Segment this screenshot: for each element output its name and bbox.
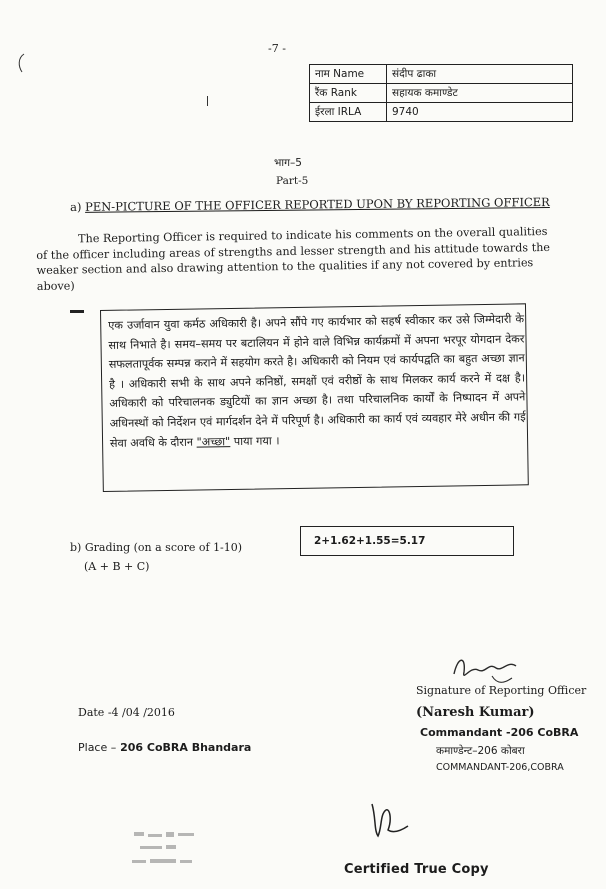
rank-label: रैंक Rank: [310, 84, 387, 103]
signature-caption: Signature of Reporting Officer: [416, 684, 587, 697]
irla-label: ईरला IRLA: [310, 103, 387, 122]
pen-picture-text: [108, 309, 526, 453]
section-a-marker: a): [70, 199, 82, 214]
part-heading-hindi: भाग–5: [274, 157, 302, 169]
name-label: नाम Name: [310, 65, 387, 84]
identity-row-irla: [310, 103, 573, 122]
grading-label-text: Grading (on a score of 1-10): [84, 541, 243, 554]
dash-mark: [70, 310, 84, 313]
signatory-designation-caps: COMMANDANT-206,COBRA: [436, 762, 564, 773]
section-a-instruction: The Reporting Officer is required to indicate his comments on the overall qualities of the officer including areas of strengths and lesser strength and his attitude towards the weaker section and also drawing attention to the qualities if any not covered by entries above): [36, 224, 551, 293]
rank-value: सहायक कमाण्डेट: [387, 84, 573, 103]
irla-value: 9740: [387, 103, 573, 122]
place-value: 206 CoBRA Bhandara: [120, 741, 252, 754]
faded-stamp: [130, 826, 230, 876]
date-value: -4 /04 /2016: [107, 706, 175, 719]
grading-label: [70, 540, 242, 555]
grading-score: 2+1.62+1.55=5.17: [314, 535, 426, 547]
pen-picture-rating: "अच्छा": [196, 434, 231, 449]
section-a-heading: [70, 195, 550, 214]
place-line: [78, 741, 251, 754]
signatory-name: (Naresh Kumar): [416, 705, 535, 720]
place-label: Place –: [78, 741, 117, 754]
pen-picture-end: पाया गया ।: [233, 433, 280, 448]
section-b-marker: b): [70, 541, 82, 554]
page-number: -7 -: [268, 42, 286, 55]
margin-tick: [207, 96, 208, 106]
name-value: संदीप ढाका: [387, 65, 573, 84]
identity-row-rank: [310, 84, 573, 103]
date-line: [78, 706, 175, 719]
identity-table: [309, 64, 573, 122]
date-label: Date: [78, 706, 105, 719]
grading-score-box: [300, 526, 514, 556]
pen-picture-main: एक उर्जावान युवा कर्मठ अधिकारी है। अपने सौंपे गए कार्यभार को सहर्ष स्वीकार कर उसे जिम्मेदारी के साथ निभाते है। समय–समय पर बटालियन में होने वाले विभिन्न कार्यक्रमों में अपना भरपूर योगदान देकर सफलतापूर्वक सम्पन्न कराने में सहयोग करते है। अधिकारी को नियम एवं कार्यपद्वति का बहुत अच्छा ज्ञान है । अधिकारी सभी के साथ अपने कनिष्ठों, समक्षों एवं वरीष्ठों के साथ मिलकर कार्य करने में दक्ष है। अधिकारी को परिचालनक ड्युटियों का ज्ञान अच्छा है। तथा परिचालनिक कार्यों के निष्पादन में अपने अधिनस्थों को निर्देशन एवं मार्गदर्शन देने में परिपूर्ण है। अधिकारी का कार्य एवं व्यवहार मेरे अधीन की गई सेवा अवधि के दौरान: [108, 312, 526, 450]
signatory-designation-hindi: कमाण्डेन्ट–206 कोबरा: [436, 745, 525, 757]
certified-true-copy: Certified True Copy: [344, 862, 489, 877]
margin-mark-top: [16, 52, 28, 74]
signatory-designation: Commandant -206 CoBRA: [420, 726, 579, 739]
part-heading-english: Part-5: [276, 175, 309, 187]
identity-row-name: [310, 65, 573, 84]
section-a-title: PEN-PICTURE OF THE OFFICER REPORTED UPON BY REPORTING OFFICER: [84, 194, 550, 214]
grading-formula: (A + B + C): [84, 560, 150, 573]
certifier-initials: [364, 800, 414, 842]
